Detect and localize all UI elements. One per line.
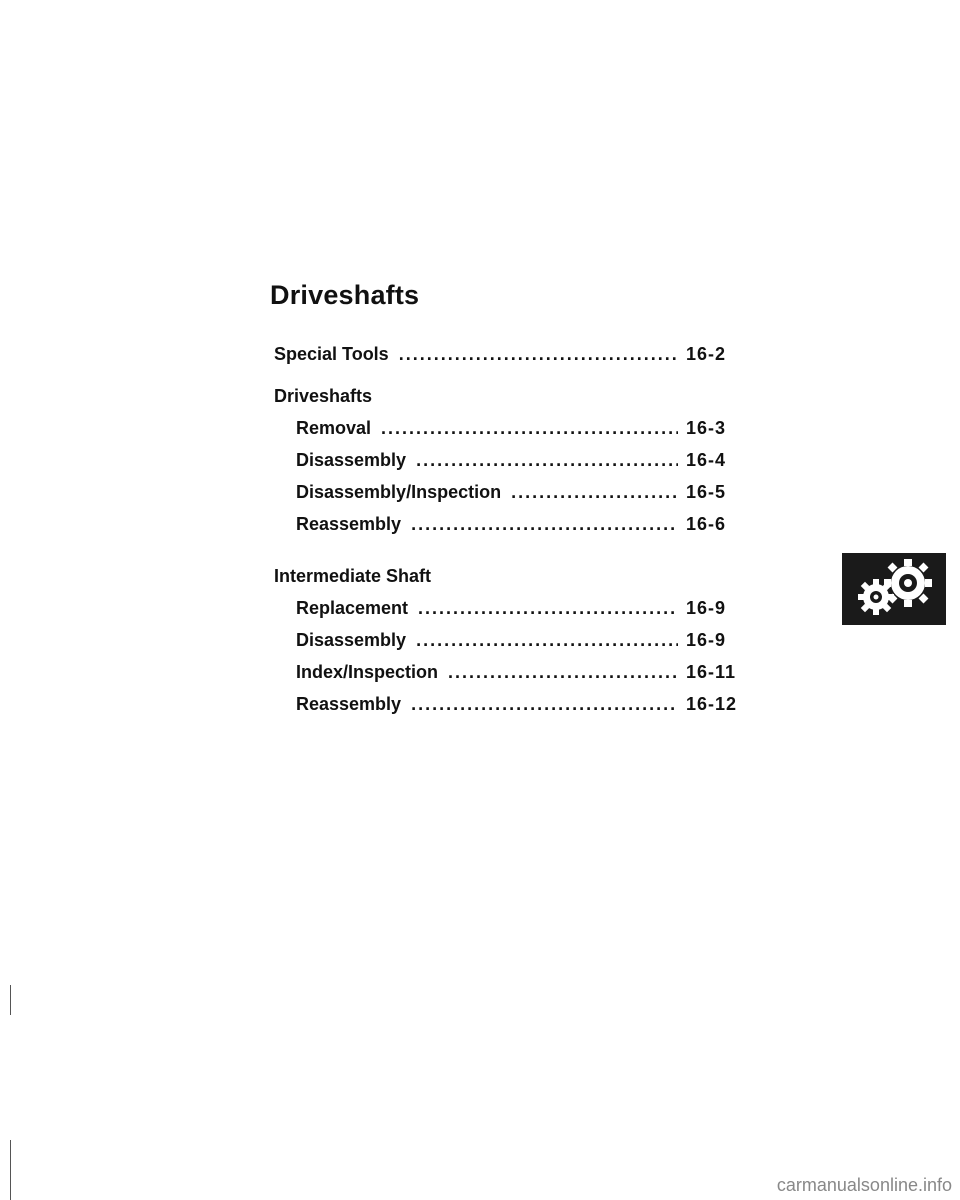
dot-leader [399,338,678,370]
toc-entry-index-inspection[interactable] [274,656,744,688]
scan-edge-line [10,985,11,1015]
toc-entry-page: 16-12 [686,694,738,714]
toc-section-intermediate-shaft: Intermediate Shaft [274,566,432,586]
toc-entry-replacement[interactable] [274,592,744,624]
toc-entry-reassembly[interactable] [274,508,744,540]
toc-entry-label: Disassembly [296,630,407,650]
toc-entry-page: 16-5 [686,482,727,502]
toc-entry-removal[interactable] [274,412,744,444]
toc-entry-page: 16-3 [686,418,727,438]
toc-entry-page: 16-9 [686,598,727,618]
toc-entry-page: 16-9 [686,630,727,650]
dot-leader [416,624,678,656]
toc-entry-special-tools[interactable] [274,338,744,370]
toc-entry-label: Replacement [296,598,409,618]
watermark: carmanualsonline.info [776,1175,952,1195]
toc-entry-page: 16-6 [686,514,727,534]
dot-leader [511,476,678,508]
dot-leader [416,444,678,476]
gears-icon [842,553,946,625]
toc-entry-label: Index/Inspection [296,662,439,682]
toc-section-driveshafts: Driveshafts [274,386,373,406]
toc-entry-label: Disassembly/Inspection [296,482,502,502]
table-of-contents [274,338,744,720]
dot-leader [381,412,678,444]
section-tab-badge [842,553,946,625]
toc-entry-page: 16-4 [686,450,727,470]
toc-entry-label: Special Tools [274,344,389,364]
dot-leader [418,592,678,624]
dot-leader [448,656,678,688]
scan-edge-line [10,1140,11,1200]
toc-entry-page: 16-2 [686,344,727,364]
page-title: Driveshafts [270,280,420,310]
toc-entry-label: Disassembly [296,450,407,470]
toc-entry-reassembly-2[interactable] [274,688,744,720]
toc-entry-label: Removal [296,418,372,438]
toc-entry-page: 16-11 [686,662,737,682]
toc-entry-disassembly[interactable] [274,444,744,476]
toc-entry-label: Reassembly [296,694,402,714]
dot-leader [411,688,678,720]
toc-entry-disassembly-inspection[interactable] [274,476,744,508]
dot-leader [411,508,678,540]
toc-entry-disassembly-2[interactable] [274,624,744,656]
toc-entry-label: Reassembly [296,514,402,534]
